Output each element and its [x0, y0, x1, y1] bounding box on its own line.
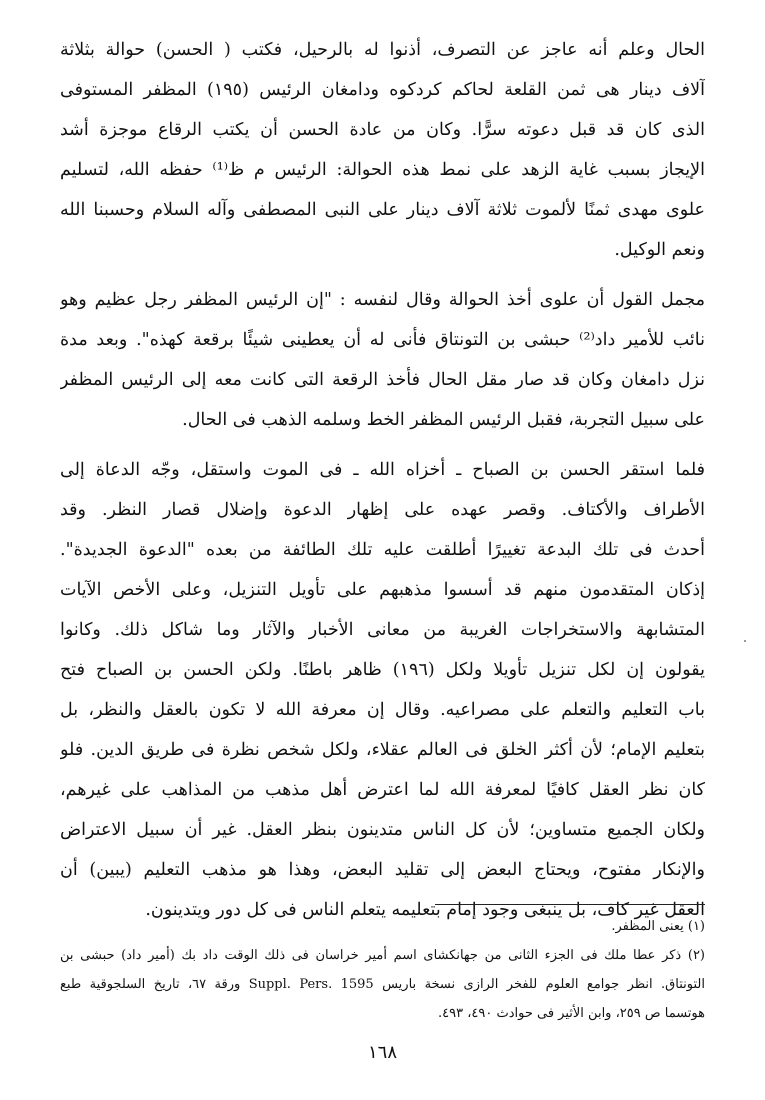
paragraph-gap: [60, 270, 705, 280]
text-line: الإيجاز بسبب غاية الزهد على نمط هذه الحوالة: الرئيس م ظ⁽¹⁾ حفظه الله، لتسليم: [60, 160, 705, 180]
text-line: نائب للأمير داد⁽²⁾ حبشى بن التونتاق فأنى له أن يعطينى شيئًا برقعة كهذه". وبعد مدة: [60, 330, 705, 350]
paragraph-gap: [60, 440, 705, 450]
text-line: العقل غير كاف، بل ينبغى وجود إمام بتعليمه يتعلم الناس فى كل دور ويتدينون.: [145, 900, 705, 920]
text-line: أحدث فى تلك البدعة تغييرًا أطلقت عليه تلك الطائفة من بعده "الدعوة الجديدة".: [60, 540, 705, 560]
footnote-divider: [435, 904, 705, 905]
text-line: كان نظر العقل كافيًا لمعرفة الله لما اعترض أهل مذهب من المذاهب على غيرهم،: [60, 780, 705, 800]
text-line: مجمل القول أن علوى أخذ الحوالة وقال لنفسه : "إن الرئيس المظفر رجل عظيم وهو: [60, 290, 705, 310]
text-line: الذى كان قد قبل دعوته سرًّا. وكان من عادة الحسن أن يكتب الرقاع موجزة أشد: [60, 120, 705, 140]
text-line: علوى مهدى ثمنًا لألموت ثلاثة آلاف دينار على النبى المصطفى وآله السلام وحسبنا الله: [60, 200, 705, 220]
text-line: والإنكار مفتوح، ويحتاج البعض إلى تقليد البعض، وهذا هو مذهب التعليم (يبين) أن: [60, 860, 705, 880]
text-line: على سبيل التجربة، فقبل الرئيس المظفر الخط وسلمه الذهب فى الحال.: [182, 410, 705, 430]
footnotes: [60, 912, 705, 1028]
footnote-line: هوتسما ص ٢٥٩، وابن الأثير فى حوادث ٤٩٠، ٤٩٣.: [437, 1006, 705, 1021]
footnote-line: (٢) ذكر عطا ملك فى الجزء الثانى من جهانكشاى اسم أمير خراسان فى ذلك الوقت داد بك (أمير داد) حبشى بن: [60, 948, 705, 963]
footnote-line: التونتاق. انظر جوامع العلوم للفخر الرازى نسخة باريس Suppl. Pers. 1595 ورقة ٦٧، تاريخ السلجوقية طبع: [60, 977, 705, 992]
text-line: فلما استقر الحسن بن الصباح ـ أخزاه الله ـ فى الموت واستقل، وجّه الدعاة إلى: [60, 460, 705, 480]
text-line: ولكان الجميع متساوين؛ لأن كل الناس متدينون بنظر العقل. غير أن سبيل الاعتراض: [60, 820, 705, 840]
margin-mark: [744, 640, 746, 642]
footnote-line: (١) يعنى المظفر.: [611, 919, 705, 934]
page-number: ١٦٨: [367, 1042, 397, 1063]
text-line: الأطراف والأكتاف. وقصر عهده على إظهار الدعوة وإضلال قصار النظر. وقد: [60, 500, 705, 520]
text-line: الحال وعلم أنه عاجز عن التصرف، أذنوا له بالرحيل، فكتب ( الحسن) حوالة بثلاثة: [60, 40, 705, 60]
text-line: يقولون إن لكل تنزيل تأويلا ولكل (١٩٦) ظاهر باطنًا. ولكن الحسن بن الصباح فتح: [60, 660, 705, 680]
text-line: المتشابهة والاستخراجات الغريبة من معانى الأخبار والآثار وما شاكل ذلك. وكانوا: [60, 620, 705, 640]
text-line: آلاف دينار هى ثمن القلعة لحاكم كردكوه ودامغان الرئيس (١٩٥) المظفر المستوفى: [60, 80, 705, 100]
text-line: بتعليم الإمام؛ لأن أكثر الخلق فى العالم عقلاء، ولكل شخص نظرة فى طريق الدين. فلو: [60, 740, 705, 760]
text-line: باب التعليم والتعلم على مصراعيه. وقال إن معرفة الله لا تكون بالعقل والنظر، بل: [60, 700, 705, 720]
text-line: نزل دامغان وكان قد صار مقل الحال فأخذ الرقعة التى كانت معه إلى الرئيس المظفر: [60, 370, 705, 390]
text-line: ونعم الوكيل.: [614, 240, 705, 260]
text-line: إذكان المتقدمون منهم قد أسسوا مذهبهم على تأويل التنزيل، وعلى الأخص الآيات: [60, 580, 705, 600]
main-text: [60, 30, 705, 930]
